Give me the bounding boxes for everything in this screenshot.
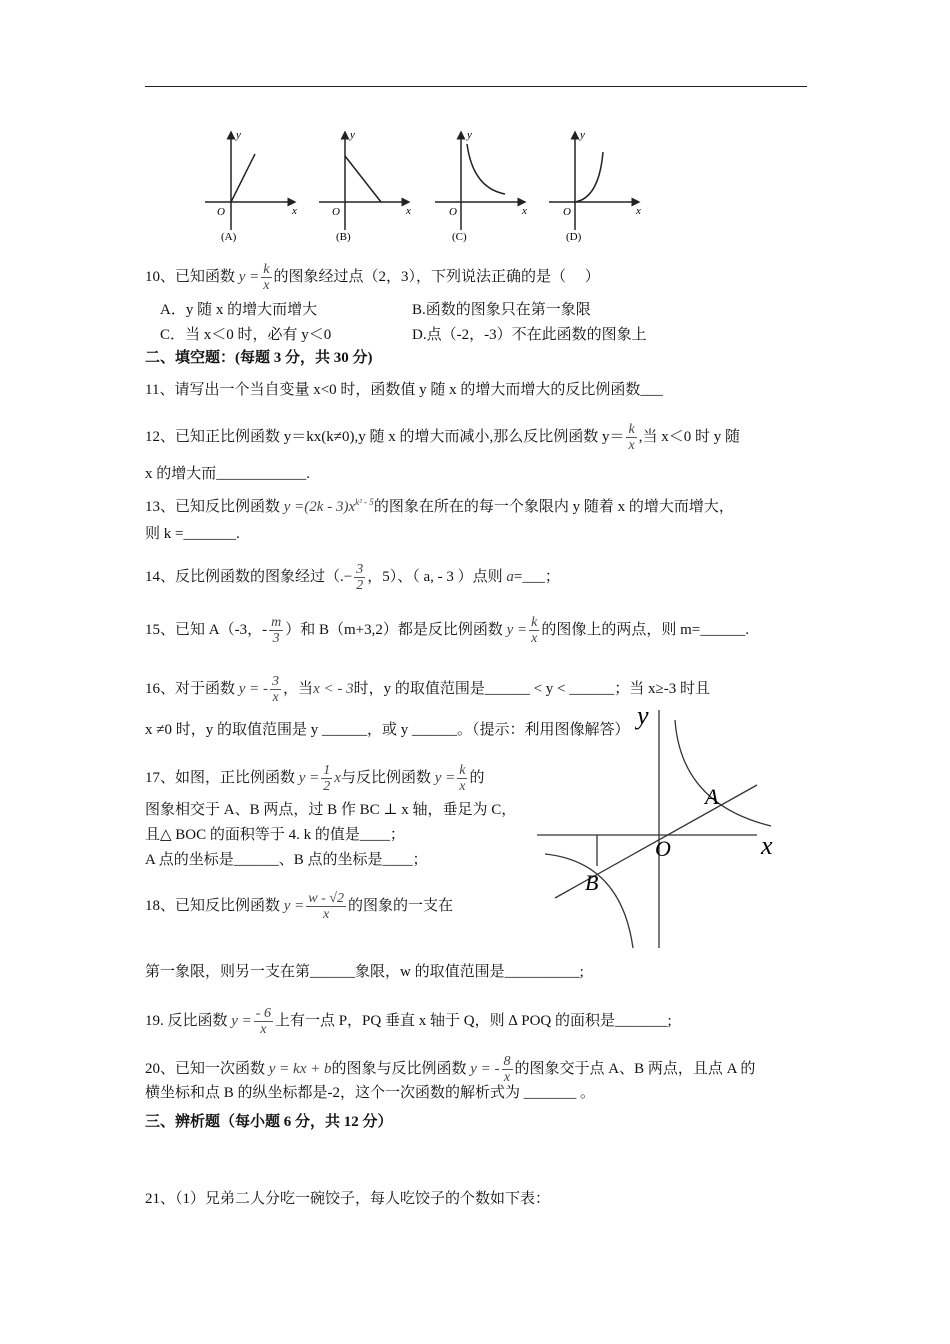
graph-d	[549, 129, 641, 243]
q21: 21、（1）兄弟二人分吃一碗饺子，每人吃饺子的个数如下表：	[145, 1191, 551, 1207]
graph-b-x: x	[406, 205, 411, 217]
q10-option-d: D.点（-2，-3）不在此函数的图象上	[412, 327, 647, 343]
q17-line4: A 点的坐标是______、B 点的坐标是____；	[145, 852, 428, 868]
q13-line2: 则 k =_______.	[145, 526, 240, 542]
graph-c-x: x	[522, 205, 527, 217]
graph-a-x: x	[292, 205, 297, 217]
q10-option-a: A．y 随 x 的增大而增大	[160, 302, 318, 318]
q11: 11、请写出一个当自变量 x<0 时，函数值 y 随 x 的增大而增大的反比例函数___	[145, 382, 663, 398]
q15: 15、已知 A（-3，- $\frac{m}{3}$ ）和 B（m+3,2）都是反比例函数 y = $\frac{k}{x}$ 的图像上的两点，则 m=______.	[145, 615, 749, 646]
figure-label-x: x	[761, 831, 773, 860]
q17-line2: 图象相交于 A、B 两点，过 B 作 BC ⊥ x 轴，垂足为 C，	[145, 802, 517, 818]
section-fill-in-title: 二、填空题：(每题 3 分，共 30 分)	[145, 350, 373, 366]
graph-d-curve	[575, 152, 603, 202]
figure-label-b: B	[585, 870, 599, 895]
section-analysis-title: 三、辨析题（每小题 6 分，共 12 分）	[145, 1114, 393, 1130]
graph-b-label: (B)	[336, 231, 351, 243]
q17-figure	[535, 700, 795, 950]
q20-line2: 横坐标和点 B 的纵坐标都是-2，这个一次函数的解析式为 _______ 。	[145, 1085, 596, 1101]
q10-option-c: C．当 x＜0 时，必有 y＜0	[160, 327, 332, 343]
graph-c-curve	[467, 144, 505, 194]
graph-a-y: y	[236, 129, 241, 141]
q17-line3: 且△ BOC 的面积等于 4. k 的值是____；	[145, 827, 405, 843]
figure-curve-q1	[675, 720, 771, 826]
graph-b-line	[345, 156, 381, 202]
graph-b-o: O	[332, 206, 340, 218]
graph-c-label: (C)	[452, 231, 467, 243]
graph-b	[319, 129, 411, 243]
q18-line2: 第一象限，则另一支在第______象限，w 的取值范围是__________;	[145, 964, 584, 980]
figure-label-a: A	[705, 784, 719, 809]
q10-option-b: B.函数的图象只在第一象限	[412, 302, 591, 318]
graph-a-o: O	[217, 206, 225, 218]
q19: 19. 反比函数 y = $\frac{- 6}{x}$ 上有一点 P，PQ 垂直 x 轴于 Q，则 ∆ POQ 的面积是_______;	[145, 1006, 672, 1037]
q12-line2: x 的增大而____________.	[145, 466, 311, 482]
graph-c-o: O	[449, 206, 457, 218]
q12-line1: 12、已知正比例函数 y＝kx(k≠0),y 随 x 的增大而减小,那么反比例函数 y＝ $\frac{k}{x}$ ,当 x＜0 时 y 随	[145, 422, 740, 453]
figure-label-o: O	[655, 836, 671, 861]
graph-c	[435, 129, 527, 243]
q20-line1: 20、已知一次函数 y = kx + b的图象与反比例函数 y = - $\frac{8}{x}$ 的图象交于点 A、B 两点，且点 A 的	[145, 1054, 756, 1085]
graph-d-o: O	[563, 206, 571, 218]
graph-d-x: x	[636, 205, 641, 217]
q18-line1: 18、已知反比例函数 y = $\frac{w - √2}{x}$ 的图象的一支在	[145, 891, 453, 922]
q10-stem: 10、已知函数 y = $\frac{k}{x}$ 的图象经过点（2，3），下列说法正确的是（ ）	[145, 262, 600, 293]
figure-label-y: y	[637, 701, 649, 730]
q16-line1: 16、对于函数 y = - $\frac{3}{x}$ ，当x < - 3时，y 的取值范围是______ < y < ______；当 x≥-3 时且	[145, 674, 710, 705]
graph-a-line	[231, 154, 255, 202]
q17-line1: 17、如图，正比例函数 y = $\frac{1}{2}$ x与反比例函数 y = $\frac{k}{x}$ 的	[145, 763, 485, 794]
q14: 14、反比例函数的图象经过（.− $\frac{3}{2}$ ，5）、（ a, - 3 ）点则 a=___；	[145, 562, 560, 593]
header-rule	[145, 86, 807, 87]
graph-a-label: (A)	[221, 231, 237, 243]
graph-c-y: y	[467, 129, 472, 141]
figure-curve-q3	[545, 854, 633, 948]
graph-a	[205, 129, 297, 243]
graph-b-y: y	[350, 129, 355, 141]
q16-line2: x ≠0 时，y 的取值范围是 y ______，或 y ______。（提示：利用图像解答）	[145, 722, 630, 738]
graph-d-label: (D)	[566, 231, 582, 243]
q13-line1: 13、已知反比例函数 $y =(2k - 3)x^{k^2 - 5}$的图象在所在的每一个象限内 y 随着 x 的增大而增大，	[145, 497, 734, 515]
answer-graphs	[195, 122, 655, 246]
graph-d-y: y	[580, 129, 585, 141]
